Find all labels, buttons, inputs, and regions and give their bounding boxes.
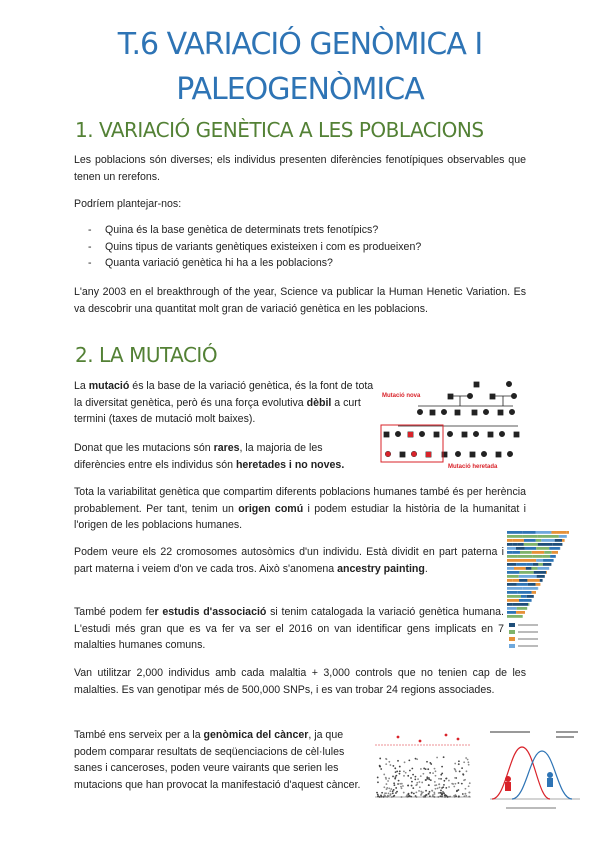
s2-paragraph-1: La mutació és la base de la variació genètica, és la font de tota la diversitat genètica, però és una força evolutiva dèbil a curt termini (taxes de mutació molt baixes). [74,380,374,425]
s2-paragraph-2: Donat que les mutacions són rares, la majoria de les diferències entre els individus són heretades i no noves. [74,442,345,471]
s1-paragraph-3: L'any 2003 en el breakthrough of the year, Science va publicar la Human Henetic Variation. Es va descobrir una quantitat molt gran de variació genètica en les poblacions. [74,286,526,315]
section-1-heading: 1. VARIACIÓ GENÈTICA A LES POBLACIONS [75,118,484,142]
s2-paragraph-3: Tota la variabilitat genètica que compartim diferents poblacions humanes també és per herència probablement. Per tant, tenim un origen comú i podem estudiar la història de la humanitat i l'origen de les poblacions humanes. [74,486,526,531]
page-title-line2: PALEOGENÒMICA [176,72,424,107]
label-new-mutation: Mutació nova [382,393,421,399]
list-item: - Quins tipus de variants genètiques existeixen i com es produeixen? [88,239,421,256]
section-2-heading: 2. LA MUTACIÓ [75,343,218,367]
cancer-genomics-figure [368,727,583,812]
list-item: - Quina és la base genètica de determinats trets fenotípics? [88,222,421,239]
s1-paragraph-1: Les poblacions són diverses; els individus presenten diferències fenotípiques observables que tenen un rerefons. [74,154,526,183]
label-inherited-mutation: Mutació heretada [448,464,498,470]
page-title-line1: T.6 VARIACIÓ GENÒMICA I [117,27,483,62]
s2-paragraph-5: També podem fer estudis d'associació si tenim catalogada la variació genètica humana. L'estudi més gran que es va fer va ser el 2016 on van identificar gens implicats en 7 malalties humanes comuns. [74,606,504,651]
list-item: - Quanta variació genètica hi ha a les poblacions? [88,255,421,272]
pedigree-figure [378,378,528,474]
s2-paragraph-7: També ens serveix per a la genòmica del càncer, ja que podem comparar resultats de seqüenciacions de cèl·lules sanes i canceroses, poden veure vairants que serien les mutacions que han provocat la manifestació d'aquest càncer. [74,729,361,791]
s2-paragraph-6: Van utilitzar 2,000 individus amb cada malaltia + 3,000 controls que no tenien cap de les malalties. Es van genotipar més de 500,000 SNPs, i es van trobar 24 regions associades. [74,667,526,696]
question-list [88,222,421,272]
s2-paragraph-4: Podem veure els 22 cromosomes autosòmics d'un individu. Està dividit en part paterna i part materna i veiem d'on ve cada tros. Això s'anomena ancestry painting. [74,546,504,575]
ancestry-painting-figure [503,529,580,657]
s1-paragraph-2: Podríem plantejar-nos: [74,198,182,210]
